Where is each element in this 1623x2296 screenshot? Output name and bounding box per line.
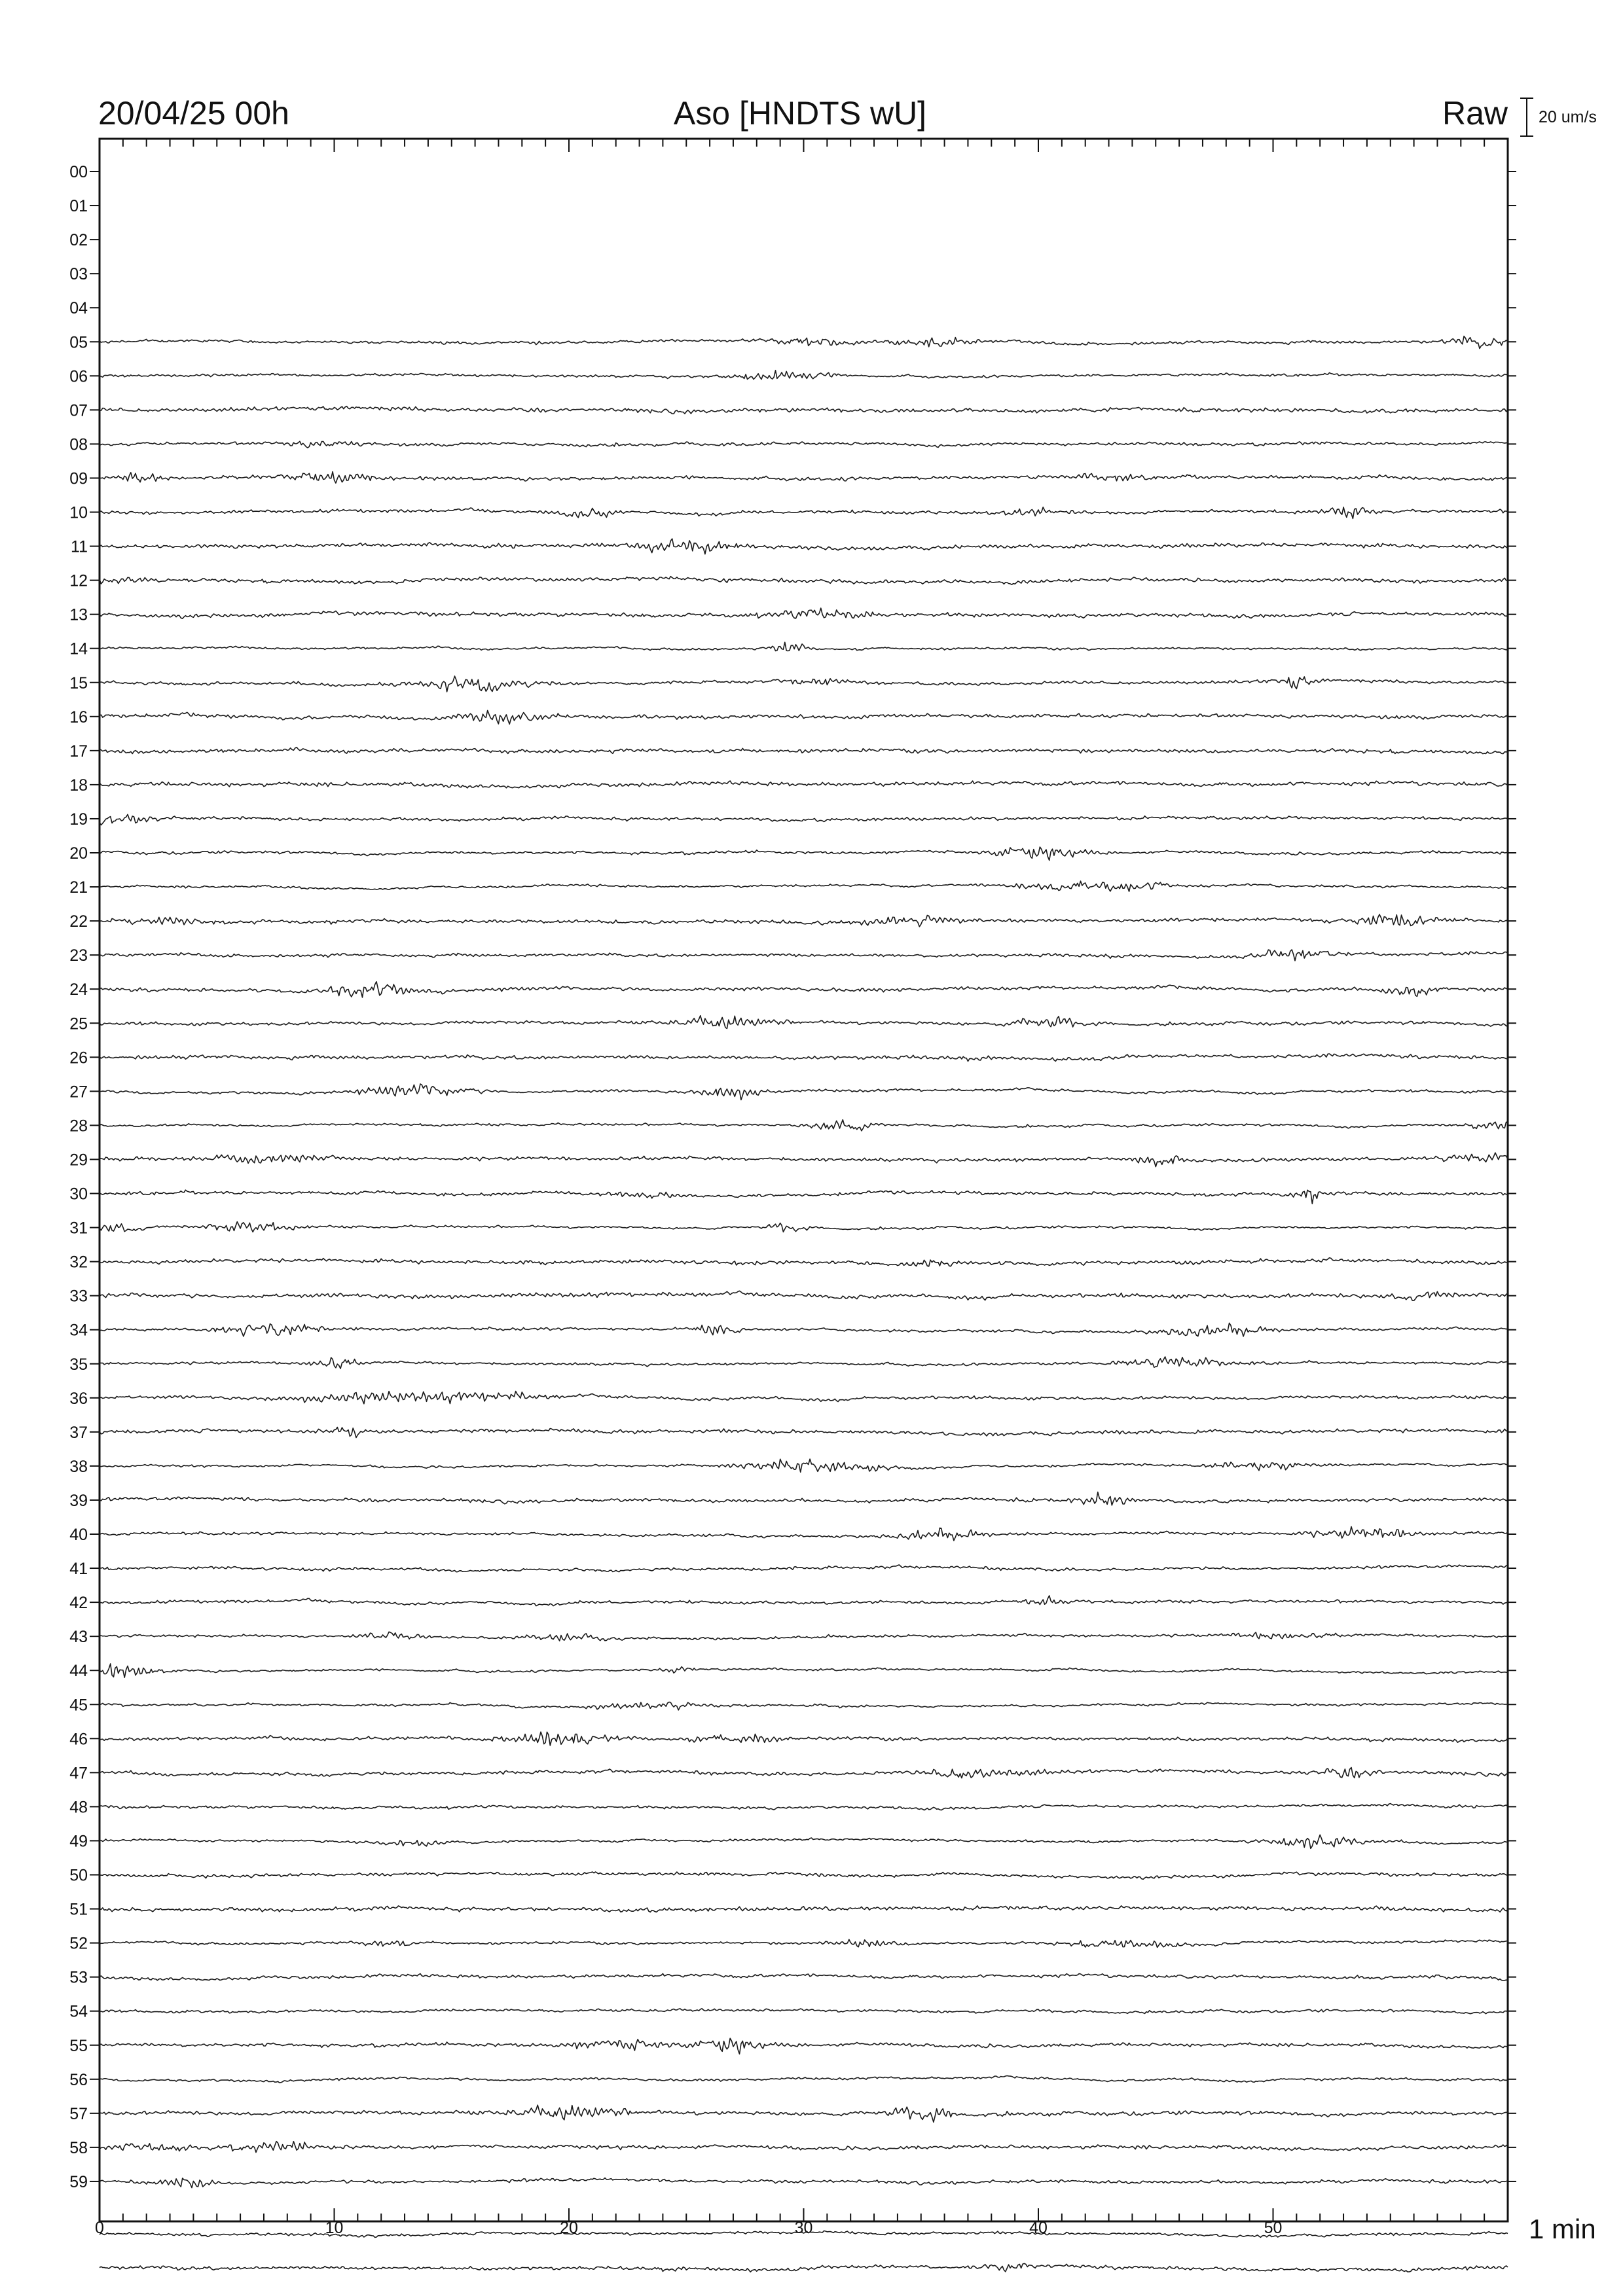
seismic-trace xyxy=(100,781,1508,788)
row-label: 31 xyxy=(69,1219,88,1238)
x-tick-label: 50 xyxy=(1264,2219,1283,2237)
seismic-trace xyxy=(100,336,1508,349)
amplitude-scale-bar xyxy=(1520,98,1597,136)
row-label: 53 xyxy=(69,1968,88,1987)
seismic-trace xyxy=(100,406,1508,414)
seismic-trace xyxy=(100,950,1508,961)
x-axis-unit-label: 1 min xyxy=(1529,2214,1596,2244)
seismic-trace xyxy=(100,1120,1508,1131)
row-label: 11 xyxy=(71,537,88,556)
seismic-trace xyxy=(100,441,1508,448)
right-row-ticks xyxy=(1508,171,1516,2181)
row-label: 52 xyxy=(69,1934,88,1953)
seismic-trace xyxy=(100,1357,1508,1369)
seismic-trace xyxy=(100,2076,1508,2083)
seismic-trace xyxy=(100,2142,1508,2153)
seismic-trace xyxy=(100,1016,1508,1029)
row-label: 36 xyxy=(69,1389,88,1408)
row-label: 19 xyxy=(69,810,88,829)
seismic-trace xyxy=(100,1804,1508,1810)
row-label: 25 xyxy=(69,1014,88,1033)
row-label: 40 xyxy=(69,1526,88,1544)
seismic-trace xyxy=(100,1391,1508,1404)
row-label: 04 xyxy=(69,299,88,318)
row-label: 16 xyxy=(69,708,88,726)
row-label: 44 xyxy=(69,1662,88,1681)
seismic-trace xyxy=(100,1153,1508,1166)
seismic-trace xyxy=(100,577,1508,585)
row-label: 30 xyxy=(69,1185,88,1204)
row-label: 42 xyxy=(69,1594,88,1613)
seismic-trace xyxy=(100,1872,1508,1879)
header-datetime: 20/04/25 00h xyxy=(98,95,289,132)
row-label: 03 xyxy=(69,265,88,284)
seismic-trace xyxy=(100,2009,1508,2014)
seismic-trace xyxy=(100,676,1508,692)
row-label: 17 xyxy=(69,742,88,761)
seismic-trace xyxy=(100,814,1508,825)
row-label: 29 xyxy=(69,1151,88,1170)
header-station: Aso [HNDTS wU] xyxy=(673,95,927,132)
seismic-trace xyxy=(100,914,1508,927)
seismic-trace xyxy=(100,1596,1508,1606)
row-label: 54 xyxy=(69,2002,88,2021)
row-label: 13 xyxy=(69,605,88,624)
seismic-trace xyxy=(100,608,1508,619)
header-mode: Raw xyxy=(1442,95,1508,132)
seismic-trace xyxy=(100,1258,1508,1266)
seismic-trace xyxy=(100,1632,1508,1641)
row-label: 34 xyxy=(69,1321,88,1340)
row-label: 09 xyxy=(69,469,88,488)
row-label: 05 xyxy=(69,333,88,352)
row-label: 45 xyxy=(69,1696,88,1715)
row-label: 22 xyxy=(69,912,88,931)
row-label: 10 xyxy=(69,503,88,522)
row-label: 28 xyxy=(69,1117,88,1136)
row-label: 58 xyxy=(69,2138,88,2157)
x-tick-label: 20 xyxy=(560,2219,578,2237)
seismic-trace xyxy=(100,1702,1508,1710)
row-label: 06 xyxy=(69,367,88,386)
seismic-trace xyxy=(100,1939,1508,1947)
row-label: 37 xyxy=(69,1423,88,1442)
row-label: 48 xyxy=(69,1798,88,1817)
seismic-trace xyxy=(100,1084,1508,1100)
top-minute-ticks xyxy=(100,139,1508,152)
seismic-trace xyxy=(100,1190,1508,1204)
row-label: 59 xyxy=(69,2172,88,2191)
seismic-trace xyxy=(100,1459,1508,1472)
row-label: 20 xyxy=(69,844,88,863)
row-label: 24 xyxy=(69,980,88,999)
seismic-trace xyxy=(100,2038,1508,2054)
seismic-trace xyxy=(100,982,1508,997)
seismic-trace xyxy=(100,370,1508,380)
seismic-trace xyxy=(100,2263,1508,2272)
seismic-trace xyxy=(100,1054,1508,1062)
seismic-trace xyxy=(100,1732,1508,1746)
seismic-trace xyxy=(100,1974,1508,1981)
row-label: 32 xyxy=(69,1253,88,1272)
seismic-trace xyxy=(100,642,1508,651)
row-label: 15 xyxy=(69,673,88,692)
seismic-trace xyxy=(100,1664,1508,1677)
row-label: 00 xyxy=(69,163,88,181)
row-label: 41 xyxy=(69,1560,88,1579)
seismic-trace xyxy=(100,1768,1508,1778)
seismic-trace xyxy=(100,507,1508,519)
seismic-trace xyxy=(100,1906,1508,1912)
row-label: 46 xyxy=(69,1730,88,1749)
seismic-trace xyxy=(100,1835,1508,1848)
x-tick-label: 10 xyxy=(325,2219,344,2237)
seismic-trace xyxy=(100,539,1508,554)
row-label: 07 xyxy=(69,401,88,420)
amplitude-scale-label: 20 um/s xyxy=(1539,108,1597,126)
row-label: 33 xyxy=(69,1287,88,1306)
seismic-trace xyxy=(100,1323,1508,1336)
seismic-trace xyxy=(100,747,1508,754)
seismic-trace xyxy=(100,1565,1508,1572)
seismic-traces xyxy=(100,336,1508,2272)
seismic-trace xyxy=(100,1492,1508,1505)
row-label: 01 xyxy=(69,197,88,216)
seismic-trace xyxy=(100,711,1508,725)
left-row-ticks xyxy=(90,171,100,2181)
row-label: 27 xyxy=(69,1083,88,1102)
row-label: 38 xyxy=(69,1457,88,1476)
row-label: 18 xyxy=(69,776,88,795)
row-label: 26 xyxy=(69,1049,88,1067)
row-label: 02 xyxy=(69,231,88,250)
row-label: 47 xyxy=(69,1764,88,1783)
row-label: 55 xyxy=(69,2036,88,2055)
seismic-trace xyxy=(100,1427,1508,1438)
row-label: 50 xyxy=(69,1866,88,1885)
seismic-trace xyxy=(100,1527,1508,1541)
x-tick-label: 0 xyxy=(95,2219,104,2237)
x-tick-label: 30 xyxy=(794,2219,813,2237)
seismic-trace xyxy=(100,2178,1508,2188)
row-label: 23 xyxy=(69,946,88,965)
seismic-trace xyxy=(100,472,1508,483)
row-label: 49 xyxy=(69,1832,88,1851)
row-label: 08 xyxy=(69,435,88,454)
row-label: 43 xyxy=(69,1628,88,1647)
seismic-trace xyxy=(100,2105,1508,2122)
seismic-trace xyxy=(100,1291,1508,1300)
row-label: 56 xyxy=(69,2070,88,2089)
row-labels xyxy=(69,163,88,2191)
row-label: 57 xyxy=(69,2104,88,2123)
seismic-trace xyxy=(100,847,1508,860)
seismic-trace xyxy=(100,1222,1508,1232)
row-label: 12 xyxy=(69,571,88,590)
x-tick-label: 40 xyxy=(1029,2219,1048,2237)
row-label: 14 xyxy=(69,639,88,658)
row-label: 35 xyxy=(69,1355,88,1374)
row-label: 39 xyxy=(69,1491,88,1510)
seismic-trace xyxy=(100,881,1508,891)
row-label: 21 xyxy=(69,878,88,897)
row-label: 51 xyxy=(69,1900,88,1919)
